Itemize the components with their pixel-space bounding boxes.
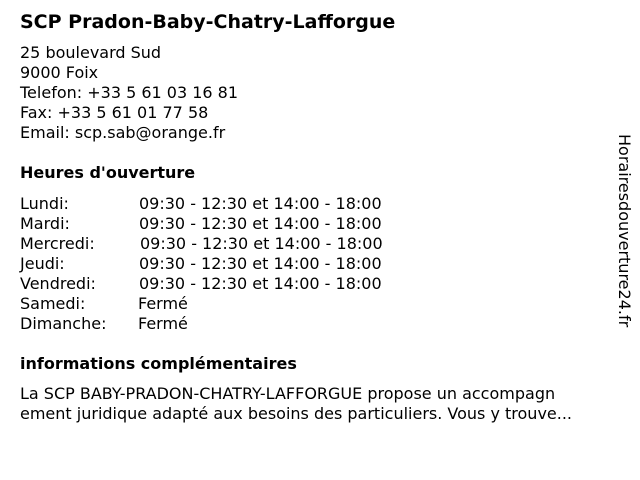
- time-value: 09:30 - 12:30 et 14:00 - 18:00: [139, 254, 382, 273]
- info-line: La SCP BABY-PRADON-CHATRY-LAFFORGUE propose un accompagn: [20, 384, 556, 403]
- day-label: Mercredi:: [20, 234, 95, 253]
- email-address[interactable]: Email: scp.sab@orange.fr: [20, 123, 226, 142]
- info-description: [20, 384, 624, 424]
- day-label: Mardi:: [20, 214, 70, 233]
- time-value: 09:30 - 12:30 et 14:00 - 18:00: [139, 194, 382, 213]
- day-label: Jeudi:: [20, 254, 65, 273]
- time-value: 09:30 - 12:30 et 14:00 - 18:00: [139, 214, 382, 233]
- hours-heading: Heures d'ouverture: [20, 163, 196, 182]
- site-watermark: Horairesdouverture24.fr: [615, 134, 634, 328]
- street-address: 25 boulevard Sud: [20, 43, 162, 62]
- phone-number[interactable]: Telefon: +33 5 61 03 16 81: [20, 83, 239, 102]
- time-value: 09:30 - 12:30 et 14:00 - 18:00: [139, 274, 382, 293]
- day-label: Vendredi:: [20, 274, 96, 293]
- info-line: ement juridique adapté aux besoins des particuliers. Vous y trouve...: [20, 404, 573, 423]
- info-heading: informations complémentaires: [20, 354, 297, 373]
- day-label: Dimanche:: [20, 314, 107, 333]
- city: 9000 Foix: [20, 63, 99, 82]
- day-label: Samedi:: [20, 294, 86, 313]
- time-value: Fermé: [138, 314, 188, 333]
- time-value: Fermé: [138, 294, 188, 313]
- time-value: 09:30 - 12:30 et 14:00 - 18:00: [140, 234, 383, 253]
- fax-number: Fax: +33 5 61 01 77 58: [20, 103, 209, 122]
- contact-details: [20, 43, 238, 143]
- business-name: SCP Pradon-Baby-Chatry-Lafforgue: [20, 11, 396, 33]
- day-label: Lundi:: [20, 194, 69, 213]
